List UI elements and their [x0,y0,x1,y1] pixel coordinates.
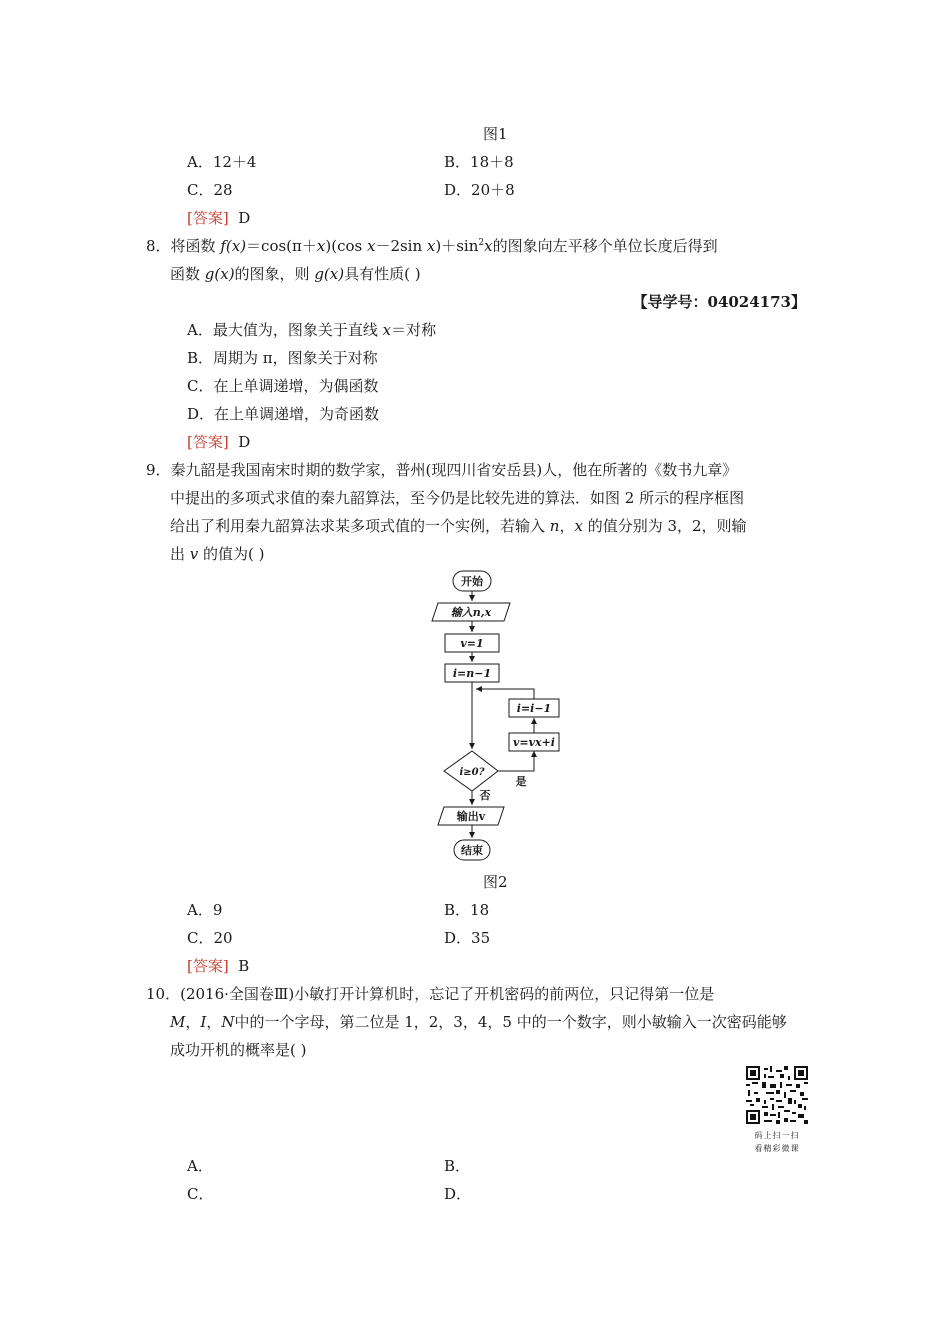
q10-option-a: A． [187,1157,213,1175]
text: 具有性质( ) [344,265,421,283]
q8-option-c: C．在上单调递增，为偶函数 [187,377,379,395]
flow-no-label: 否 [479,789,491,802]
math-gx: g(x) [314,265,345,283]
math-x: x [316,237,326,255]
answer-value: D [238,433,251,451]
flow-yes-label: 是 [515,775,527,788]
answer-label: [答案] [187,433,229,451]
guide-number: 【导学号：04024173】 [632,293,806,311]
q9-option-b: B．18 [444,901,490,919]
text: 出 [170,545,190,563]
q10-option-c: C． [187,1185,214,1203]
math-i: I [200,1013,207,1031]
text: )(cos [325,237,367,255]
flow-v-init-label: v=1 [460,637,484,650]
answer-label: [答案] [187,209,229,227]
q7-option-a: A．12＋4 [187,153,257,171]
qr-caption-line2: 看精彩微课 [754,1144,800,1153]
qr-code-icon[interactable] [746,1066,808,1124]
qr-caption-line1: 码上扫一扫 [754,1131,800,1140]
q10-stem-line1 [146,983,714,1004]
text: －2sin [375,237,427,255]
q7-option-c: C．28 [187,181,233,199]
answer-value: D [238,209,251,227]
math-fx: f(x) [220,237,247,255]
q9-stem-line4 [170,543,265,564]
q9-stem-line2: 中提出的多项式求值的秦九韶算法，至今仍是比较先进的算法．如图 2 所示的程序框图 [170,489,745,507]
q8-option-b: B．周期为 π，图象关于对称 [187,349,378,367]
q7-option-d: D．20＋8 [444,181,515,199]
math-x: x [382,321,392,339]
text: ， [206,1013,222,1031]
flow-i-init-label: i=n−1 [452,667,492,680]
text: 给出了利用秦九韶算法求某多项式值的一个实例，若输入 [170,517,550,535]
q8-stem-line1 [146,235,718,256]
q9-stem-line1 [146,459,737,480]
math-x: x [574,517,583,535]
text: 的图象向左平移个单位长度后得到 [492,237,718,255]
math-n: n [549,517,560,535]
text: 秦九韶是我国南宋时期的数学家，普州(现四川省安岳县)人，他在所著的《数书九章》 [170,461,738,479]
answer-label: [答案] [187,957,229,975]
text: A．最大值为，图象关于直线 [187,321,383,339]
q9-option-d: D．35 [444,929,491,947]
superscript: 2 [478,238,485,248]
text: 的图象，则 [234,265,315,283]
math-n: N [221,1013,235,1031]
text: 函数 [170,265,205,283]
q8-answer [187,431,250,452]
text: (2016·全国卷Ⅲ)小敏打开计算机时，忘记了开机密码的前两位，只记得第一位是 [180,985,715,1003]
flowchart-figure-2 [430,566,570,866]
flow-end-label: 结束 [461,844,483,857]
math-x: x [484,237,493,255]
flow-output-label: 输出v [456,810,486,823]
q9-option-c: C．20 [187,929,233,947]
q9-stem-line3 [170,515,747,536]
text: 的值为( ) [198,545,265,563]
q10-option-b: B． [444,1157,471,1175]
q9-option-a: A．9 [187,901,223,919]
flow-start-label: 开始 [461,575,483,588]
text: 中的一个字母，第二位是 1，2，3，4，5 中的一个数字，则小敏输入一次密码能够 [234,1013,787,1031]
text: ＝对称 [391,321,437,339]
question-number: 9． [146,461,171,479]
q8-stem-line2 [170,263,421,284]
q10-stem-line3: 成功开机的概率是( ) [170,1041,307,1059]
q7-option-b: B．18＋8 [444,153,514,171]
question-number: 10． [146,985,181,1003]
figure-1-caption: 图1 [483,125,508,143]
text: ， [185,1013,201,1031]
flow-v-update-label: v=vx+i [513,736,555,749]
flow-i-dec-label: i=i−1 [516,702,552,715]
text: )＋sin [435,237,479,255]
question-number: 8． [146,237,171,255]
flow-input-label: 输入n,x [450,606,492,619]
text: ， [559,517,575,535]
math-x: x [366,237,376,255]
figure-2-caption: 图2 [483,873,508,891]
qr-code-block[interactable] [746,1066,808,1154]
math-gx: g(x) [204,265,235,283]
math-x: x [426,237,436,255]
text: 的值分别为 3，2，则输 [582,517,747,535]
q10-option-d: D． [444,1185,472,1203]
q8-option-d: D．在上单调递增，为奇函数 [187,405,380,423]
answer-value: B [238,957,250,975]
q10-stem-line2 [170,1011,787,1032]
flow-condition-label: i≥0? [459,767,485,778]
math-m: M [170,1013,186,1031]
math-v: v [189,545,199,563]
q9-answer [187,955,249,976]
q8-option-a [187,319,436,340]
text: ＝cos(π＋ [246,237,317,255]
text: 将函数 [170,237,221,255]
q7-answer [187,207,250,228]
